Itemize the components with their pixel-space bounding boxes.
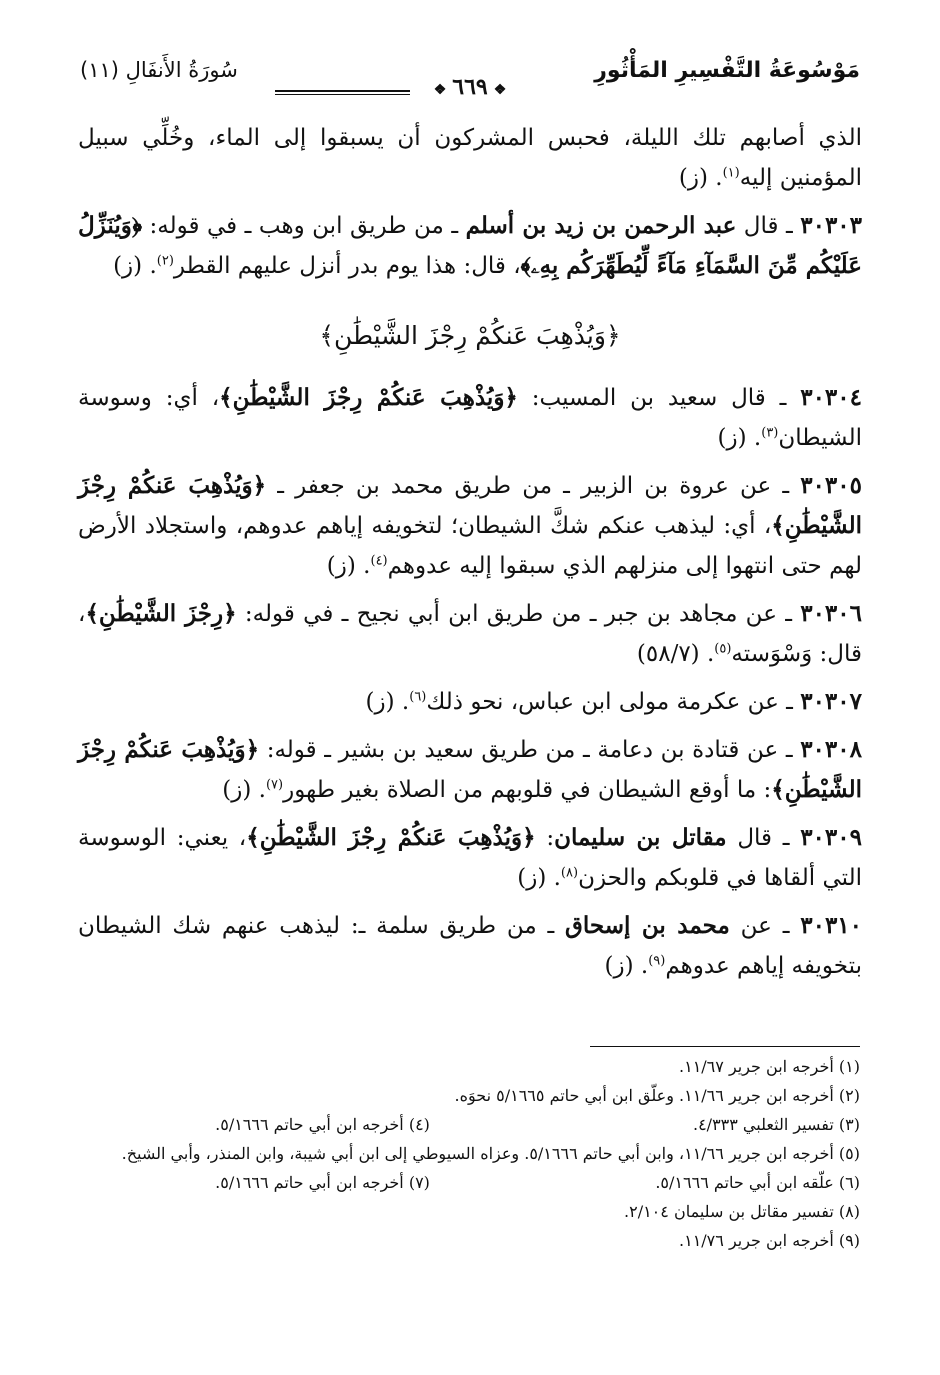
narration-30307 <box>78 682 862 722</box>
narration-number: ٣٠٣٠٧ <box>800 688 862 715</box>
narration-30308 <box>78 730 862 810</box>
source-code: . (ز) <box>113 253 157 279</box>
source-code: . (ز) <box>604 953 649 979</box>
paragraph-text: ـ قال <box>736 213 801 239</box>
paragraph-text: ـ قال <box>726 825 801 851</box>
footnote-ref: (٥) <box>714 641 732 657</box>
quran-quote: ﴿رِجْزَ الشَّيْطَٰنِ﴾ <box>85 600 237 627</box>
section-heading: ﴿وَيُذْهِبَ عَنكُمْ رِجْزَ الشَّيْطَٰنِ﴾ <box>319 321 621 350</box>
quran-quote: ﴿وَيُذْهِبَ عَنكُمْ رِجْزَ الشَّيْطَٰنِ﴾ <box>78 472 862 539</box>
footnote-ref: (٦) <box>409 689 427 705</box>
paragraph-text: الذي أصابهم تلك الليلة، فحبس المشركون أن يسبقوا إلى الماء، وخُلِّي سبيل المؤمنين إليه <box>78 125 862 191</box>
paragraph-text: ، قال: هذا يوم بدر أنزل عليهم القطر <box>173 253 521 279</box>
narration-number: ٣٠٣٠٩ <box>800 824 862 851</box>
page-header <box>80 52 860 102</box>
narration-number: ٣٠٣٠٣ <box>800 212 863 239</box>
footnote-ref: (٨) <box>560 865 579 881</box>
quran-quote: ﴿وَيُذْهِبَ عَنكُمْ رِجْزَ الشَّيْطَٰنِ﴾ <box>219 384 518 411</box>
narrator-name: عبد الرحمن بن زيد بن أسلم <box>465 212 737 239</box>
narration-30310 <box>78 906 862 986</box>
source-code: . (ز) <box>678 165 723 191</box>
narration-30303 <box>78 206 862 286</box>
narration-30305 <box>78 466 862 586</box>
paragraph-text: ـ عن عروة بن الزبير ـ من طريق محمد بن جعفر ـ <box>266 473 801 499</box>
footnote-9: (٩) أخرجه ابن جرير ١١/٧٦. <box>679 1231 860 1250</box>
footnote-divider <box>590 1046 860 1047</box>
header-rule-left <box>275 90 410 95</box>
footnote-7: (٧) أخرجه ابن أبي حاتم ٥/١٦٦٦. <box>215 1173 430 1192</box>
ornament-icon: ❖ <box>433 82 447 98</box>
footnote-row <box>78 1168 860 1197</box>
footnote-4: (٤) أخرجه ابن أبي حاتم ٥/١٦٦٦. <box>215 1115 430 1134</box>
paragraph-text: ـ عن <box>729 913 801 939</box>
footnote-5: (٥) أخرجه ابن جرير ١١/٦٦، وابن أبي حاتم ٥/١٦٦٦. وعزاه السيوطي إلى ابن أبي شيبة، وابن المنذر، وأبي الشيخ. <box>121 1144 860 1163</box>
paragraph-text: ، أي: وسوسة الشيطان <box>78 385 862 451</box>
footnote-ref: (٢) <box>156 253 174 269</box>
narration-30309 <box>78 818 862 898</box>
main-text <box>78 118 862 994</box>
narration-number: ٣٠٣٠٥ <box>800 472 862 499</box>
narrator-name: مقاتل بن سليمان <box>554 824 727 851</box>
footnote-ref: (٤) <box>370 553 388 569</box>
narration-number: ٣٠٣٠٨ <box>800 736 862 763</box>
paragraph-text: ، قال: وَسْوَسته <box>78 601 862 667</box>
paragraph-text: ـ عن قتادة بن دعامة ـ من طريق سعيد بن بشير ـ قوله: <box>259 737 801 763</box>
surah-title: سُورَةُ الأَنفَالِ (١١) <box>80 58 238 82</box>
narrator-name: محمد بن إسحاق <box>565 912 730 939</box>
quran-quote: ﴿وَيُذْهِبَ عَنكُمْ رِجْزَ الشَّيْطَٰنِ﴾ <box>246 824 536 851</box>
paragraph-text: ـ قال سعيد بن المسيب: <box>517 385 801 411</box>
footnotes <box>78 1052 860 1255</box>
paragraph-text: ـ عن مجاهد بن جبر ـ من طريق ابن أبي نجيح ـ في قوله: <box>236 601 801 627</box>
footnote-6: (٦) علّقه ابن أبي حاتم ٥/١٦٦٦. <box>655 1173 860 1192</box>
source-code: . (ز) <box>365 689 410 715</box>
source-code: . (ز) <box>326 553 371 579</box>
narration-number: ٣٠٣١٠ <box>800 912 863 939</box>
footnote-ref: (١) <box>722 165 740 181</box>
footnote-ref: (٣) <box>761 425 779 441</box>
source-code: . (ز) <box>517 865 561 891</box>
narration-30304 <box>78 378 862 458</box>
footnote-3: (٣) تفسير الثعلبي ٤/٣٣٣. <box>692 1115 860 1134</box>
paragraph-text: : ما أوقع الشيطان في قلوبهم من الصلاة بغير طهور <box>283 777 772 803</box>
quran-quote: ﴿وَيُنَزِّلُ عَلَيْكُم مِّنَ السَّمَآءِ مَآءً لِّيُطَهِّرَكُم بِهِۦ﴾ <box>78 212 862 279</box>
footnote-row <box>78 1110 860 1139</box>
footnote-2: (٢) أخرجه ابن جرير ١١/٦٦. وعلّق ابن أبي حاتم ٥/١٦٦٥ نحوَه. <box>454 1086 860 1105</box>
footnote-1: (١) أخرجه ابن جرير ١١/٦٧. <box>679 1057 860 1076</box>
source-code: . (ز) <box>222 777 266 803</box>
ornament-icon: ❖ <box>493 82 507 98</box>
footnote-ref: (٧) <box>265 777 284 793</box>
page-number-block <box>428 74 513 100</box>
paragraph-text: : <box>535 825 555 851</box>
paragraph-text: ، يعني: الوسوسة التي ألقاها في قلوبكم والحزن <box>78 825 862 891</box>
narration-number: ٣٠٣٠٦ <box>800 600 862 627</box>
paragraph-text: ـ من طريق سلمة ـ: ليذهب عنهم شك الشيطان بتخويفه إياهم عدوهم <box>78 913 862 979</box>
source-code: . (ز) <box>717 425 762 451</box>
quran-quote: ﴿وَيُذْهِبَ عَنكُمْ رِجْزَ الشَّيْطَٰنِ﴾ <box>78 736 862 803</box>
book-title: مَوْسُوعَةُ التَّفْسِيرِ المَأْثُورِ <box>594 58 860 83</box>
footnote-8: (٨) تفسير مقاتل بن سليمان ٢/١٠٤. <box>624 1202 860 1221</box>
footnote-ref: (٩) <box>648 953 666 969</box>
paragraph-text: ـ من طريق ابن وهب ـ في قوله: <box>142 213 466 239</box>
paragraph-continuation <box>78 118 862 198</box>
paragraph-text: ـ عن عكرمة مولى ابن عباس، نحو ذلك <box>426 689 801 715</box>
page-number: ٦٦٩ <box>452 74 488 100</box>
source-code: . (٥٨/٧) <box>636 641 715 667</box>
narration-number: ٣٠٣٠٤ <box>800 384 862 411</box>
paragraph-text: ، أي: ليذهب عنكم شكَّ الشيطان؛ لتخويفه إياهم عدوهم، واستجلاد الأرض لهم حتى انتهوا إلى منزلهم الذي سبقوا إليه عدوهم <box>78 513 862 579</box>
narration-30306 <box>78 594 862 674</box>
